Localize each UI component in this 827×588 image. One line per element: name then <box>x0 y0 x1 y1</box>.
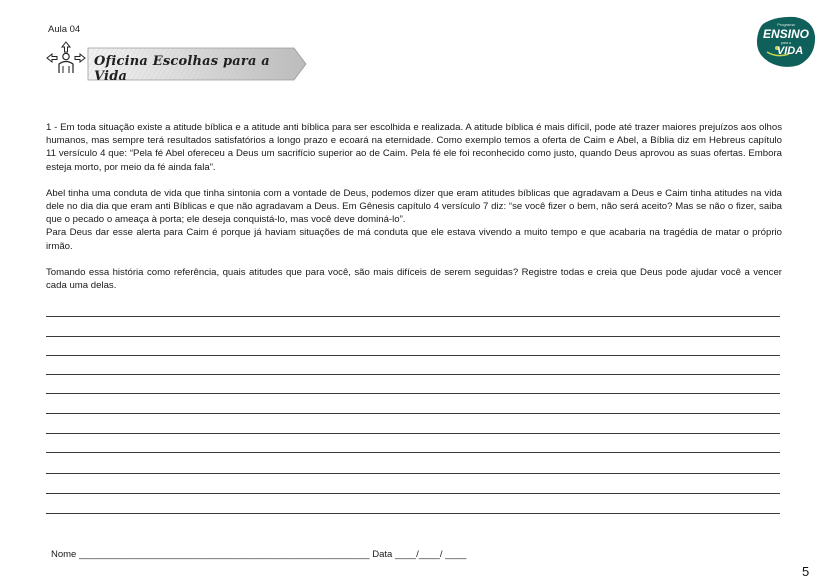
answer-line[interactable] <box>46 513 780 514</box>
paragraph-abel-caim: Abel tinha uma conduta de vida que tinha sintonia com a vontade de Deus, podemos dizer que eram atitudes bíblicas que agradavam a Deus e Caim tinha atitudes na vida dele no dia dia que eram anti Bíblicas e que não agradavam a Deus. Em Gênesis capítulo 4 versículo 7 diz: “se você fizer o bem, não será aceito? Mas se não o fizer, saiba que o pecado o ameaça à porta; ele deseja conquistá-lo, mas você deve dominá-lo”. <box>46 187 782 226</box>
paragraph-question: Tomando essa história como referência, quais atitudes que para você, são mais difíceis de serem seguidas? Registre todas e creia que Deus pode ajudar você a vencer cada uma delas. <box>46 266 782 292</box>
answer-line[interactable] <box>46 316 780 317</box>
lesson-label: Aula 04 <box>48 24 81 35</box>
answer-line[interactable] <box>46 374 780 375</box>
banner-title: Oficina Escolhas para a Vida <box>94 54 270 84</box>
page-number: 5 <box>802 564 810 579</box>
logo-bottom-text: VIDA <box>776 45 804 57</box>
paragraph-alert: Para Deus dar esse alerta para Caim é porque já haviam situações de má conduta que ele estava vivendo a muito tempo e que acabaria na tragédia de matar o próprio irmão. <box>46 227 782 252</box>
logo-main-text: ENSINO <box>762 27 809 41</box>
answer-line[interactable] <box>46 452 780 453</box>
workshop-banner <box>44 40 314 84</box>
answer-line[interactable] <box>46 355 780 356</box>
paragraph-intro: 1 - Em toda situação existe a atitude bíblica e a atitude anti bíblica para ser escolhida e realizada. A atitude bíblica é mais difícil, pode até trazer maiores prejuízos aos olhos humanos, mas sempre terá resultados satisfatórios a longo prazo e ecoará na eternidade. Como exemplo temos a oferta de Caim e Abel, a Bíblia diz em Hebreus capítulo 11 versículo 4 que: “Pela fé Abel ofereceu a Deus um sacrifício superior ao de Caim. Pela fé ele foi reconhecido como justo, quando Deus aprovou as suas ofertas. Embora esteja morto, por meio da fé ainda fala”. <box>46 122 782 173</box>
logo-middle-text: para a <box>781 41 791 45</box>
name-field[interactable]: _______________________________________________________ <box>78 549 370 560</box>
answer-line[interactable] <box>46 473 780 474</box>
date-label: Data <box>372 549 393 560</box>
footer-fields <box>51 549 466 560</box>
name-label: Nome <box>51 549 77 560</box>
choices-person-icon <box>44 40 88 84</box>
answer-line[interactable] <box>46 393 780 394</box>
logo-top-text: Programa <box>777 22 795 27</box>
answer-line[interactable] <box>46 433 780 434</box>
activity-text <box>46 121 782 292</box>
answer-line[interactable] <box>46 413 780 414</box>
ensino-para-vida-logo <box>755 14 817 70</box>
answer-line[interactable] <box>46 493 780 494</box>
date-field[interactable]: ____/____/ ____ <box>394 549 467 560</box>
answer-line[interactable] <box>46 336 780 337</box>
